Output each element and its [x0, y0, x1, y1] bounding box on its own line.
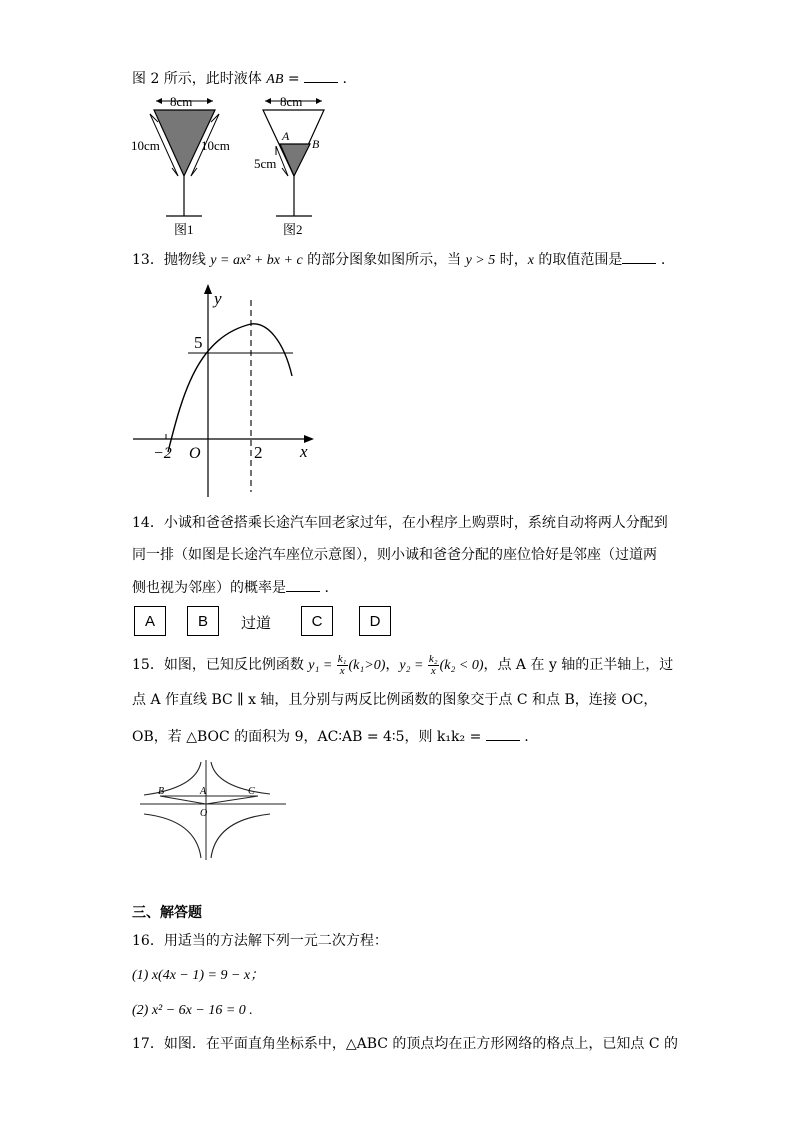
q15-y2: y₂ = [399, 658, 427, 673]
q12-eq: = [283, 71, 305, 87]
goblet-figures [128, 88, 348, 236]
q13-text: 的取值范围是 [533, 252, 623, 268]
q14-line2: 同一排（如图是长途汽车座位示意图），则小诚和爸爸分配的座位恰好是邻座（过道两 [132, 547, 657, 563]
seat-b: B [187, 606, 219, 636]
q12-end: . [338, 71, 347, 87]
label-B: B [158, 786, 165, 797]
fig1-caption: 图1 [174, 222, 194, 236]
answer-blank[interactable] [486, 726, 520, 741]
fig2-B-label: B [312, 137, 320, 151]
label-C: C [248, 786, 255, 797]
fraction-k2-over-x [428, 654, 439, 677]
segment-ob [160, 796, 206, 804]
fig2-top-label: 8cm [280, 94, 303, 109]
q16-part2: (2) x² − 6x − 16 = 0 . [132, 1003, 253, 1018]
fig2-left-label: 5cm [254, 156, 277, 171]
seat-d: D [359, 606, 391, 636]
goblet-figure-2 [254, 94, 324, 236]
q15-separator: ， [385, 657, 400, 673]
q13-text: 时， [495, 252, 528, 268]
q15-line2: 点 A 作直线 BC ∥ x 轴，且分别与两反比例函数的图象交于点 C 和点 B，连接 OC， [132, 692, 658, 708]
q15-y1: y₁ = [308, 658, 336, 673]
q15-text: OB，若 △BOC 的面积为 9，AC∶AB = 4∶5，则 k₁k₂ = [132, 729, 486, 745]
hyperbola-branch-q3 [144, 814, 201, 858]
hyperbola-graph [138, 758, 288, 862]
label-2: 2 [254, 443, 263, 462]
fraction-numerator: k₁ [337, 652, 347, 665]
q16-stem: 16．用适当的方法解下列一元二次方程： [132, 933, 388, 949]
answer-blank[interactable] [286, 577, 320, 592]
label-origin: O [189, 445, 201, 462]
q13-number: 13． [132, 252, 164, 268]
section-title: 三、解答题 [132, 905, 202, 921]
hyperbola-branch-q1 [211, 762, 270, 794]
q15-line3 [132, 726, 529, 747]
q13-stem [132, 249, 665, 271]
fig1-left-label: 10cm [131, 138, 160, 153]
label-neg2: −2 [153, 445, 172, 462]
segment-oc [206, 796, 258, 804]
q13-var: x [527, 253, 534, 268]
q14-text: 侧也视为邻座）的概率是 [132, 580, 286, 596]
q15-cond2: (k₂ < 0) [439, 658, 484, 673]
q15-text: 15．如图，已知反比例函数 [132, 657, 309, 673]
q14-end: . [320, 580, 329, 596]
aisle-label: 过道 [241, 614, 272, 632]
label-O: O [200, 808, 208, 819]
q14-line1: 14．小诚和爸爸搭乘长途汽车回老家过年，在小程序上购票时，系统自动将两人分配到 [132, 515, 668, 531]
fig2-A-label: A [282, 129, 290, 143]
fraction-numerator: k₂ [428, 652, 438, 665]
label-A: A [200, 786, 207, 797]
fraction-k1-over-x [337, 654, 348, 677]
q15-end: . [519, 729, 529, 745]
seat-a: A [134, 606, 166, 636]
answer-blank[interactable] [622, 249, 656, 264]
q13-end: . [656, 252, 666, 268]
q12-var: AB [266, 72, 284, 87]
q14-line3 [132, 577, 329, 598]
label-5: 5 [194, 333, 203, 352]
fraction-denominator: x [430, 664, 436, 677]
x-axis-label: x [300, 442, 308, 461]
hyperbola-branch-q4 [211, 814, 270, 858]
parabola-graph [128, 282, 328, 502]
q17-stem: 17．如图．在平面直角坐标系中，△ABC 的顶点均在正方形网络的格点上，已知点 C 的 [132, 1036, 679, 1052]
q13-condition: y > 5 [465, 253, 496, 268]
goblet-figure-1 [131, 94, 230, 236]
y-axis-label: y [214, 289, 222, 308]
q12-text: 图 2 所示，此时液体 [132, 71, 267, 87]
fig1-top-label: 8cm [170, 94, 193, 109]
hyperbola-branch-q2 [144, 762, 201, 795]
seat-c: C [301, 606, 333, 636]
q13-text: 的部分图象如图所示，当 [302, 252, 466, 268]
q15-line1 [132, 653, 673, 678]
q12-answer-line [132, 68, 347, 90]
parabola-curve [168, 324, 292, 452]
q13-formula: y = ax² + bx + c [210, 253, 303, 268]
q13-text: 抛物线 [163, 252, 211, 268]
q15-text: ，点 A 在 y 轴的正半轴上，过 [483, 657, 674, 673]
fig1-right-label: 10cm [201, 138, 230, 153]
q15-cond1: (k₁>0) [348, 658, 386, 673]
fig2-caption: 图2 [283, 222, 303, 236]
q16-part1: (1) x(4x − 1) = 9 − x； [132, 968, 265, 983]
answer-blank[interactable] [304, 68, 338, 83]
fraction-denominator: x [339, 664, 345, 677]
